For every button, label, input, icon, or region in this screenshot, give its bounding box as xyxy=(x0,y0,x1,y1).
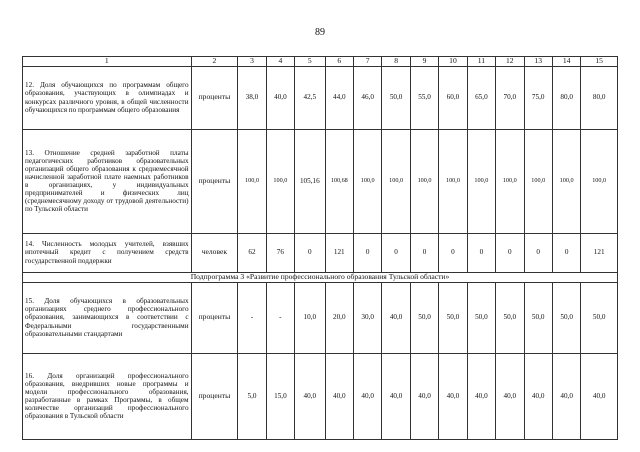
indicator-value: 50,0 xyxy=(524,282,552,353)
indicator-value: 65,0 xyxy=(467,66,495,129)
indicator-value: 100,0 xyxy=(524,129,552,233)
indicator-value: 40,0 xyxy=(581,353,618,439)
indicator-value: 20,0 xyxy=(325,282,353,353)
indicator-value: 121 xyxy=(581,233,618,272)
indicator-value: 40,0 xyxy=(524,353,552,439)
indicator-value: 40,0 xyxy=(382,282,410,353)
indicator-value: 5,0 xyxy=(238,353,266,439)
indicator-value: 0 xyxy=(524,233,552,272)
table-row xyxy=(23,233,618,272)
indicator-value: - xyxy=(238,282,266,353)
indicator-value: 50,0 xyxy=(382,66,410,129)
indicator-value: 0 xyxy=(295,233,325,272)
table-row xyxy=(23,353,618,439)
indicator-value: 0 xyxy=(353,233,381,272)
indicator-value: 10,0 xyxy=(295,282,325,353)
indicator-value: 100,0 xyxy=(382,129,410,233)
indicator-value: 50,0 xyxy=(439,282,467,353)
indicator-value: 50,0 xyxy=(410,282,438,353)
column-number: 9 xyxy=(410,57,438,67)
indicator-value: 121 xyxy=(325,233,353,272)
indicator-value: 55,0 xyxy=(410,66,438,129)
indicator-value: 75,0 xyxy=(524,66,552,129)
indicator-unit: проценты xyxy=(191,282,238,353)
indicator-unit: проценты xyxy=(191,353,238,439)
indicator-value: - xyxy=(266,282,294,353)
table-row xyxy=(23,282,618,353)
indicator-value: 0 xyxy=(467,233,495,272)
indicator-value: 40,0 xyxy=(496,353,524,439)
indicator-value: 62 xyxy=(238,233,266,272)
table-row xyxy=(23,66,618,129)
column-number: 6 xyxy=(325,57,353,67)
indicator-value: 0 xyxy=(439,233,467,272)
indicator-value: 100,0 xyxy=(496,129,524,233)
column-number: 8 xyxy=(382,57,410,67)
subprogram-row xyxy=(23,272,618,282)
indicator-description: 14. Численность молодых учителей, взявших ипотечный кредит с получением средств государственной поддержки xyxy=(23,233,192,272)
column-number-row xyxy=(23,57,618,67)
table-row xyxy=(23,129,618,233)
indicator-value: 0 xyxy=(382,233,410,272)
column-number: 2 xyxy=(191,57,238,67)
column-number: 11 xyxy=(467,57,495,67)
indicator-value: 80,0 xyxy=(552,66,580,129)
column-number: 7 xyxy=(353,57,381,67)
column-number: 14 xyxy=(552,57,580,67)
indicator-value: 40,0 xyxy=(266,66,294,129)
indicator-value: 0 xyxy=(552,233,580,272)
indicator-value: 40,0 xyxy=(410,353,438,439)
indicator-value: 40,0 xyxy=(439,353,467,439)
indicator-value: 50,0 xyxy=(467,282,495,353)
column-number: 3 xyxy=(238,57,266,67)
indicator-value: 100,68 xyxy=(325,129,353,233)
indicators-table xyxy=(22,56,618,440)
indicator-value: 50,0 xyxy=(552,282,580,353)
indicator-value: 30,0 xyxy=(353,282,381,353)
indicator-value: 40,0 xyxy=(353,353,381,439)
indicator-value: 60,0 xyxy=(439,66,467,129)
column-number: 5 xyxy=(295,57,325,67)
indicator-value: 70,0 xyxy=(496,66,524,129)
indicator-value: 80,0 xyxy=(581,66,618,129)
indicator-value: 38,0 xyxy=(238,66,266,129)
column-number: 15 xyxy=(581,57,618,67)
indicator-description: 16. Доля организаций профессионального образования, внедривших новые программы и модели профессионального образования, разработанные в рамках Программы, в общем количестве организаций профессионального образования в Тульской области xyxy=(23,353,192,439)
indicator-value: 100,0 xyxy=(266,129,294,233)
indicator-value: 50,0 xyxy=(496,282,524,353)
indicator-value: 100,0 xyxy=(439,129,467,233)
indicator-value: 100,0 xyxy=(467,129,495,233)
indicator-value: 40,0 xyxy=(467,353,495,439)
indicator-value: 100,0 xyxy=(581,129,618,233)
indicator-value: 15,0 xyxy=(266,353,294,439)
indicator-description: 13. Отношение средней заработной платы педагогических работников образовательных организаций общего образования к среднемесячной начисленной заработной плате наемных работников в организациях, у индивидуальных предпринимателей и физических лиц (среднемесячному доходу от трудовой деятельности) по Тульской области xyxy=(23,129,192,233)
indicator-value: 40,0 xyxy=(552,353,580,439)
page-number: 89 xyxy=(315,27,325,38)
indicator-unit: проценты xyxy=(191,66,238,129)
indicator-value: 44,0 xyxy=(325,66,353,129)
indicator-value: 0 xyxy=(410,233,438,272)
column-number: 13 xyxy=(524,57,552,67)
indicator-value: 100,0 xyxy=(410,129,438,233)
indicator-value: 46,0 xyxy=(353,66,381,129)
indicator-value: 0 xyxy=(496,233,524,272)
subprogram-title: Подпрограмма 3 «Развитие профессионального образования Тульской области» xyxy=(23,272,618,282)
indicator-value: 40,0 xyxy=(295,353,325,439)
indicator-value: 40,0 xyxy=(382,353,410,439)
indicator-value: 76 xyxy=(266,233,294,272)
column-number: 1 xyxy=(23,57,192,67)
indicator-value: 50,0 xyxy=(581,282,618,353)
indicator-description: 15. Доля обучающихся в образовательных организациях среднего профессионального образования, занимающихся в соответствии с Федеральными государственными образовательными стандартами xyxy=(23,282,192,353)
indicator-value: 42,5 xyxy=(295,66,325,129)
column-number: 12 xyxy=(496,57,524,67)
indicator-value: 100,0 xyxy=(552,129,580,233)
column-number: 4 xyxy=(266,57,294,67)
indicator-value: 100,0 xyxy=(353,129,381,233)
indicator-unit: человек xyxy=(191,233,238,272)
indicator-description: 12. Доля обучающихся по программам общего образования, участвующих в олимпиадах и конкурсах различного уровня, в общей численности обучающихся по программам общего образования xyxy=(23,66,192,129)
indicator-value: 40,0 xyxy=(325,353,353,439)
indicator-unit: проценты xyxy=(191,129,238,233)
indicator-value: 105,16 xyxy=(295,129,325,233)
indicator-value: 100,0 xyxy=(238,129,266,233)
column-number: 10 xyxy=(439,57,467,67)
